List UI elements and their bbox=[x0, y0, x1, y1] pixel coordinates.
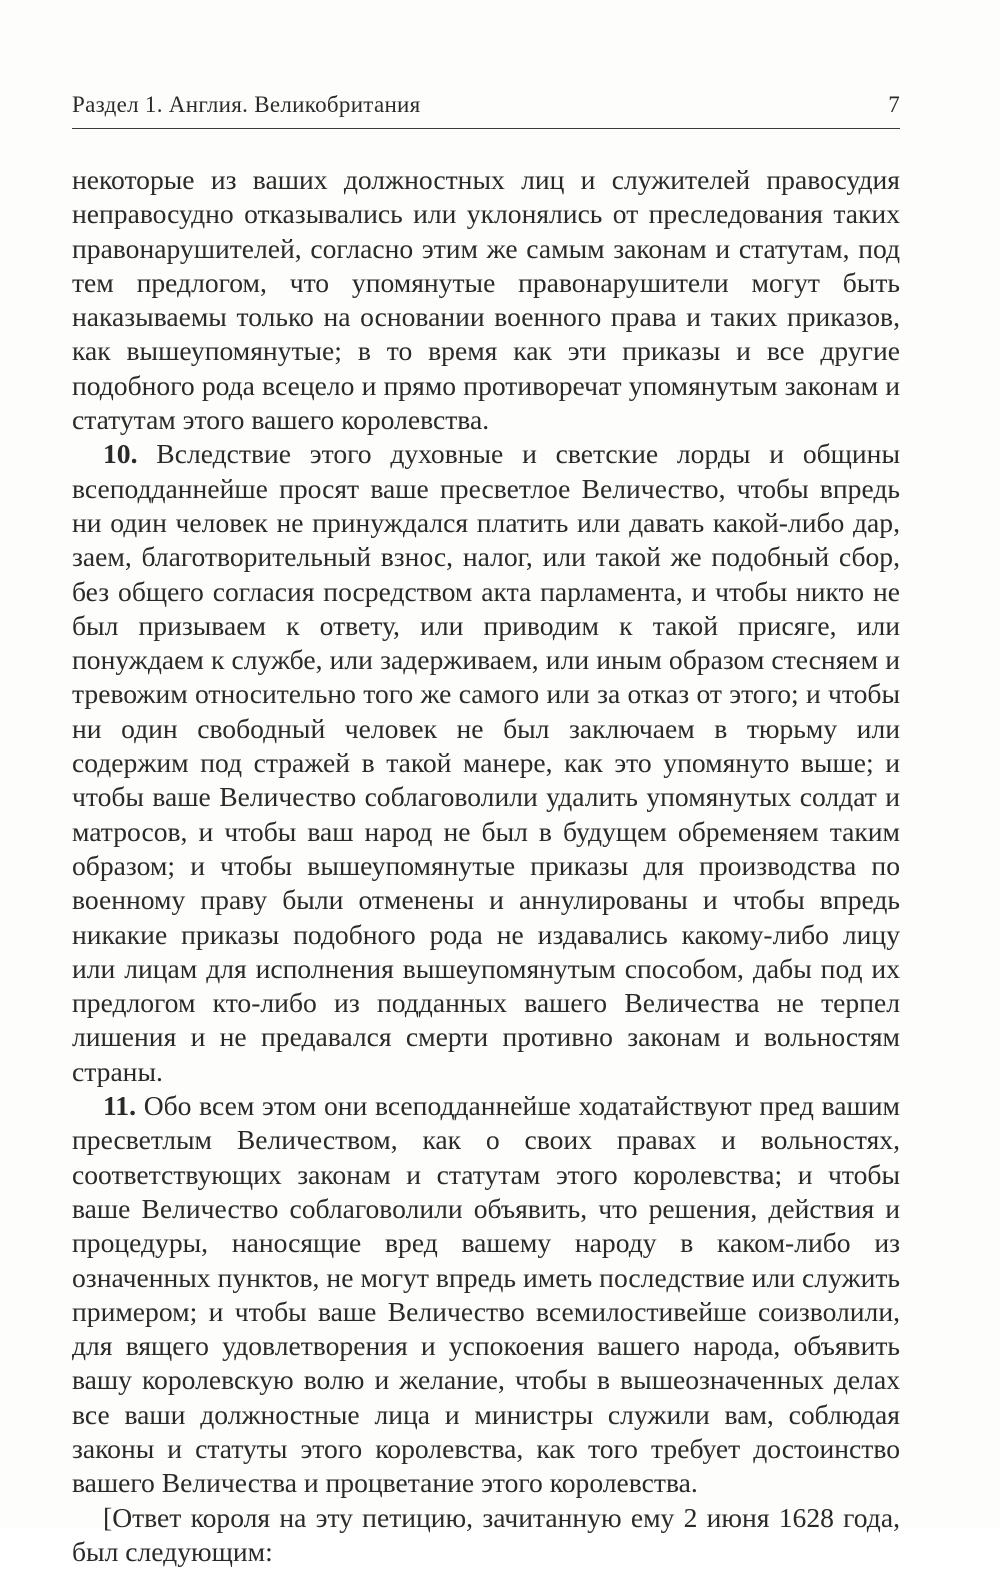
running-header bbox=[72, 88, 900, 129]
paragraph-text: [Ответ короля на эту петицию, зачитанную ему 2 июня 1628 года, был следующим: bbox=[72, 1501, 900, 1567]
paragraph-king-answer bbox=[72, 1501, 900, 1569]
section-title: Раздел 1. Англия. Великобритания bbox=[72, 92, 421, 117]
paragraph-text: Вследствие этого духовные и светские лорды и общины всеподданнейше просят ваше пресветлое Величество, чтобы впредь ни один человек не принуждался платить или давать какой-либо дар, заем, благотворительный взнос, налог, или такой же подобный сбор, без общего согласия посредством акта парламента, и чтобы никто не был призываем к ответу, или приводим к такой присяге, или понуждаем к службе, или задерживаем, или иным образом стесняем и тревожим относительно того же самого или за отказ от этого; и чтобы ни один свободный человек не был заключаем в тюрьму или содержим под стражей в такой манере, как это упомянуто выше; и чтобы ваше Величество соблаговолили удалить упомянутых солдат и матросов, и чтобы ваш народ не был в будущем обременяем таким образом; и чтобы вышеупомянутые приказы для производства по военному праву были отменены и аннулированы и чтобы впредь никакие приказы подобного рода не издавались какому-либо лицу или лицам для исполнения вышеупомянутым способом, дабы под их предлогом кто-либо из подданных вашего Величества не терпел лишения и не предавался смерти противно законам и вольностям страны. bbox=[72, 438, 900, 1087]
body-text bbox=[72, 163, 900, 1569]
paragraph-text: некоторые из ваших должностных лиц и служителей правосудия неправосудно отказывались или уклонялись от преследования таких правонарушителей, согласно этим же самым законам и статутам, под тем предлогом, что упомянутые правонарушители могут быть наказываемы только на основании военного права и таких приказов, как вышеупомянутые; в то время как эти приказы и все другие подобного рода всецело и прямо противоречат упомянутым законам и статутам этого вашего королевства. bbox=[72, 164, 900, 436]
paragraph-10 bbox=[72, 437, 900, 1089]
paragraph-text: Обо всем этом они всеподданнейше ходатайствуют пред вашим пресветлым Величеством, как о своих правах и вольностях, соответствующих законам и статутам этого королевства; и чтобы ваше Величество соблаговолили объявить, что решения, действия и процедуры, наносящие вред вашему народу в каком-либо из означенных пунктов, не могут впредь иметь последствие или служить примером; и чтобы ваше Величество всемилостивейше соизволили, для вящего удовлетворения и успокоения вашего народа, объявить вашу королевскую волю и желание, чтобы в вышеозначенных делах все ваши должностные лица и министры служили вам, соблюдая законы и статуты этого королевства, как того требует достоинство вашего Величества и процветание этого королевства. bbox=[72, 1090, 900, 1499]
paragraph-continuation bbox=[72, 163, 900, 437]
paragraph-11 bbox=[72, 1089, 900, 1501]
paragraph-number: 11. bbox=[103, 1090, 136, 1122]
page-number: 7 bbox=[888, 92, 900, 117]
paragraph-number: 10. bbox=[103, 438, 138, 470]
